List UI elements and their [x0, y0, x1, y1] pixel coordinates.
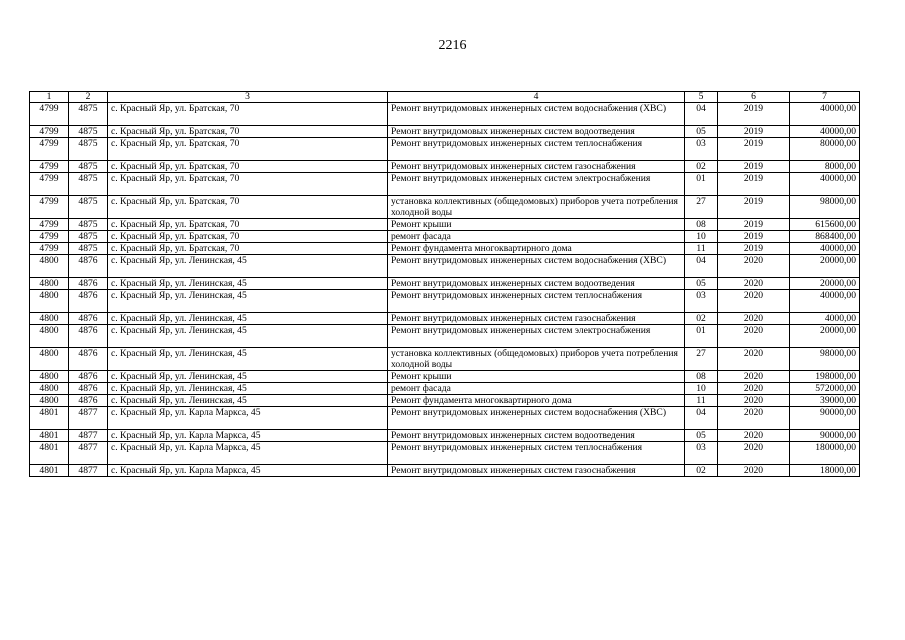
- work-code-cell: 04: [685, 103, 718, 126]
- year-cell: 2020: [718, 255, 790, 278]
- house-id-cell: 4876: [69, 348, 108, 371]
- house-id-cell: 4876: [69, 278, 108, 290]
- row-number-cell: 4800: [30, 313, 69, 325]
- cost-cell: 615600,00: [790, 219, 860, 231]
- work-code-cell: 11: [685, 243, 718, 255]
- house-id-cell: 4875: [69, 103, 108, 126]
- work-type-cell: Ремонт внутридомовых инженерных систем электроснабжения: [388, 173, 685, 196]
- row-number-cell: 4801: [30, 430, 69, 442]
- work-code-cell: 27: [685, 348, 718, 371]
- work-code-cell: 02: [685, 465, 718, 477]
- row-number-cell: 4800: [30, 395, 69, 407]
- row-number-cell: 4800: [30, 278, 69, 290]
- work-type-cell: Ремонт внутридомовых инженерных систем водоснабжения (ХВС): [388, 407, 685, 430]
- address-cell: с. Красный Яр, ул. Братская, 70: [108, 196, 388, 219]
- address-cell: с. Красный Яр, ул. Братская, 70: [108, 161, 388, 173]
- cost-cell: 20000,00: [790, 255, 860, 278]
- cost-cell: 572000,00: [790, 383, 860, 395]
- year-cell: 2020: [718, 313, 790, 325]
- house-id-cell: 4875: [69, 243, 108, 255]
- year-cell: 2020: [718, 325, 790, 348]
- work-type-cell: ремонт фасада: [388, 383, 685, 395]
- column-header: 2: [69, 92, 108, 103]
- work-type-cell: Ремонт фундамента многоквартирного дома: [388, 243, 685, 255]
- cost-cell: 40000,00: [790, 103, 860, 126]
- cost-cell: 20000,00: [790, 325, 860, 348]
- address-cell: с. Красный Яр, ул. Карла Маркса, 45: [108, 407, 388, 430]
- house-id-cell: 4877: [69, 430, 108, 442]
- work-code-cell: 02: [685, 161, 718, 173]
- row-number-cell: 4799: [30, 196, 69, 219]
- work-type-cell: Ремонт внутридомовых инженерных систем газоснабжения: [388, 313, 685, 325]
- column-header: 3: [108, 92, 388, 103]
- cost-cell: 98000,00: [790, 348, 860, 371]
- work-type-cell: Ремонт внутридомовых инженерных систем теплоснабжения: [388, 442, 685, 465]
- table-row: [30, 138, 860, 161]
- table-row: [30, 103, 860, 126]
- work-code-cell: 01: [685, 325, 718, 348]
- row-number-cell: 4800: [30, 371, 69, 383]
- year-cell: 2019: [718, 219, 790, 231]
- work-code-cell: 03: [685, 442, 718, 465]
- work-type-cell: Ремонт крыши: [388, 219, 685, 231]
- year-cell: 2020: [718, 278, 790, 290]
- work-code-cell: 08: [685, 219, 718, 231]
- address-cell: с. Красный Яр, ул. Братская, 70: [108, 138, 388, 161]
- year-cell: 2020: [718, 430, 790, 442]
- column-header: 5: [685, 92, 718, 103]
- house-id-cell: 4876: [69, 325, 108, 348]
- row-number-cell: 4799: [30, 138, 69, 161]
- work-type-cell: Ремонт внутридомовых инженерных систем водоотведения: [388, 278, 685, 290]
- table-row: [30, 161, 860, 173]
- row-number-cell: 4801: [30, 407, 69, 430]
- cost-cell: 40000,00: [790, 173, 860, 196]
- work-code-cell: 27: [685, 196, 718, 219]
- header-row: [30, 92, 860, 103]
- table-row: [30, 395, 860, 407]
- column-header: 4: [388, 92, 685, 103]
- work-type-cell: Ремонт внутридомовых инженерных систем теплоснабжения: [388, 290, 685, 313]
- house-id-cell: 4875: [69, 196, 108, 219]
- address-cell: с. Красный Яр, ул. Братская, 70: [108, 243, 388, 255]
- address-cell: с. Красный Яр, ул. Ленинская, 45: [108, 278, 388, 290]
- work-type-cell: установка коллективных (общедомовых) приборов учета потребления холодной воды: [388, 348, 685, 371]
- cost-cell: 4000,00: [790, 313, 860, 325]
- address-cell: с. Красный Яр, ул. Ленинская, 45: [108, 290, 388, 313]
- house-id-cell: 4875: [69, 219, 108, 231]
- work-code-cell: 03: [685, 138, 718, 161]
- row-number-cell: 4800: [30, 348, 69, 371]
- house-id-cell: 4877: [69, 407, 108, 430]
- address-cell: с. Красный Яр, ул. Ленинская, 45: [108, 395, 388, 407]
- year-cell: 2020: [718, 290, 790, 313]
- work-type-cell: Ремонт внутридомовых инженерных систем водоотведения: [388, 126, 685, 138]
- house-id-cell: 4875: [69, 161, 108, 173]
- work-type-cell: Ремонт внутридомовых инженерных систем водоотведения: [388, 430, 685, 442]
- work-code-cell: 01: [685, 173, 718, 196]
- work-code-cell: 05: [685, 430, 718, 442]
- cost-cell: 40000,00: [790, 290, 860, 313]
- table-row: [30, 465, 860, 477]
- address-cell: с. Красный Яр, ул. Ленинская, 45: [108, 313, 388, 325]
- year-cell: 2020: [718, 383, 790, 395]
- house-id-cell: 4877: [69, 465, 108, 477]
- row-number-cell: 4800: [30, 255, 69, 278]
- address-cell: с. Красный Яр, ул. Ленинская, 45: [108, 383, 388, 395]
- row-number-cell: 4799: [30, 219, 69, 231]
- work-code-cell: 02: [685, 313, 718, 325]
- cost-cell: 98000,00: [790, 196, 860, 219]
- table-row: [30, 219, 860, 231]
- house-id-cell: 4876: [69, 395, 108, 407]
- work-code-cell: 10: [685, 231, 718, 243]
- row-number-cell: 4801: [30, 465, 69, 477]
- year-cell: 2019: [718, 126, 790, 138]
- work-type-cell: Ремонт внутридомовых инженерных систем водоснабжения (ХВС): [388, 255, 685, 278]
- work-type-cell: Ремонт внутридомовых инженерных систем газоснабжения: [388, 465, 685, 477]
- table-row: [30, 278, 860, 290]
- work-type-cell: установка коллективных (общедомовых) приборов учета потребления холодной воды: [388, 196, 685, 219]
- work-code-cell: 10: [685, 383, 718, 395]
- row-number-cell: 4800: [30, 383, 69, 395]
- table-body: [30, 103, 860, 477]
- house-id-cell: 4876: [69, 383, 108, 395]
- house-id-cell: 4875: [69, 126, 108, 138]
- house-id-cell: 4875: [69, 173, 108, 196]
- table-row: [30, 407, 860, 430]
- address-cell: с. Красный Яр, ул. Ленинская, 45: [108, 325, 388, 348]
- year-cell: 2020: [718, 465, 790, 477]
- address-cell: с. Красный Яр, ул. Ленинская, 45: [108, 348, 388, 371]
- cost-cell: 80000,00: [790, 138, 860, 161]
- house-id-cell: 4876: [69, 255, 108, 278]
- year-cell: 2020: [718, 395, 790, 407]
- year-cell: 2020: [718, 348, 790, 371]
- work-type-cell: Ремонт фундамента многоквартирного дома: [388, 395, 685, 407]
- column-header: 6: [718, 92, 790, 103]
- year-cell: 2019: [718, 161, 790, 173]
- row-number-cell: 4799: [30, 231, 69, 243]
- year-cell: 2019: [718, 243, 790, 255]
- year-cell: 2019: [718, 138, 790, 161]
- row-number-cell: 4799: [30, 126, 69, 138]
- row-number-cell: 4800: [30, 325, 69, 348]
- work-code-cell: 03: [685, 290, 718, 313]
- table-row: [30, 290, 860, 313]
- house-id-cell: 4877: [69, 442, 108, 465]
- house-id-cell: 4876: [69, 313, 108, 325]
- work-type-cell: Ремонт внутридомовых инженерных систем водоснабжения (ХВС): [388, 103, 685, 126]
- work-type-cell: ремонт фасада: [388, 231, 685, 243]
- year-cell: 2019: [718, 231, 790, 243]
- cost-cell: 18000,00: [790, 465, 860, 477]
- year-cell: 2020: [718, 407, 790, 430]
- table-row: [30, 255, 860, 278]
- address-cell: с. Красный Яр, ул. Карла Маркса, 45: [108, 465, 388, 477]
- work-type-cell: Ремонт крыши: [388, 371, 685, 383]
- work-type-cell: Ремонт внутридомовых инженерных систем теплоснабжения: [388, 138, 685, 161]
- address-cell: с. Красный Яр, ул. Братская, 70: [108, 219, 388, 231]
- row-number-cell: 4800: [30, 290, 69, 313]
- address-cell: с. Красный Яр, ул. Карла Маркса, 45: [108, 430, 388, 442]
- table-row: [30, 173, 860, 196]
- works-table: [29, 91, 860, 477]
- work-code-cell: 08: [685, 371, 718, 383]
- table-row: [30, 243, 860, 255]
- table-row: [30, 371, 860, 383]
- table-row: [30, 442, 860, 465]
- work-code-cell: 11: [685, 395, 718, 407]
- address-cell: с. Красный Яр, ул. Братская, 70: [108, 126, 388, 138]
- address-cell: с. Красный Яр, ул. Ленинская, 45: [108, 371, 388, 383]
- table-row: [30, 126, 860, 138]
- address-cell: с. Красный Яр, ул. Братская, 70: [108, 231, 388, 243]
- table-row: [30, 313, 860, 325]
- table-row: [30, 325, 860, 348]
- cost-cell: 20000,00: [790, 278, 860, 290]
- table-row: [30, 231, 860, 243]
- house-id-cell: 4875: [69, 138, 108, 161]
- cost-cell: 8000,00: [790, 161, 860, 173]
- address-cell: с. Красный Яр, ул. Ленинская, 45: [108, 255, 388, 278]
- cost-cell: 39000,00: [790, 395, 860, 407]
- cost-cell: 90000,00: [790, 407, 860, 430]
- work-code-cell: 05: [685, 126, 718, 138]
- page-number: 2216: [438, 38, 467, 53]
- year-cell: 2019: [718, 173, 790, 196]
- year-cell: 2020: [718, 371, 790, 383]
- work-type-cell: Ремонт внутридомовых инженерных систем электроснабжения: [388, 325, 685, 348]
- work-type-cell: Ремонт внутридомовых инженерных систем газоснабжения: [388, 161, 685, 173]
- year-cell: 2020: [718, 442, 790, 465]
- cost-cell: 180000,00: [790, 442, 860, 465]
- row-number-cell: 4799: [30, 103, 69, 126]
- row-number-cell: 4799: [30, 161, 69, 173]
- table-row: [30, 383, 860, 395]
- house-id-cell: 4875: [69, 231, 108, 243]
- column-header: 7: [790, 92, 860, 103]
- year-cell: 2019: [718, 103, 790, 126]
- address-cell: с. Красный Яр, ул. Братская, 70: [108, 173, 388, 196]
- column-header: 1: [30, 92, 69, 103]
- work-code-cell: 05: [685, 278, 718, 290]
- row-number-cell: 4801: [30, 442, 69, 465]
- address-cell: с. Красный Яр, ул. Карла Маркса, 45: [108, 442, 388, 465]
- work-code-cell: 04: [685, 407, 718, 430]
- row-number-cell: 4799: [30, 173, 69, 196]
- year-cell: 2019: [718, 196, 790, 219]
- cost-cell: 198000,00: [790, 371, 860, 383]
- row-number-cell: 4799: [30, 243, 69, 255]
- house-id-cell: 4876: [69, 371, 108, 383]
- table-row: [30, 348, 860, 371]
- cost-cell: 40000,00: [790, 126, 860, 138]
- cost-cell: 90000,00: [790, 430, 860, 442]
- table-row: [30, 196, 860, 219]
- cost-cell: 40000,00: [790, 243, 860, 255]
- cost-cell: 868400,00: [790, 231, 860, 243]
- work-code-cell: 04: [685, 255, 718, 278]
- address-cell: с. Красный Яр, ул. Братская, 70: [108, 103, 388, 126]
- house-id-cell: 4876: [69, 290, 108, 313]
- table-row: [30, 430, 860, 442]
